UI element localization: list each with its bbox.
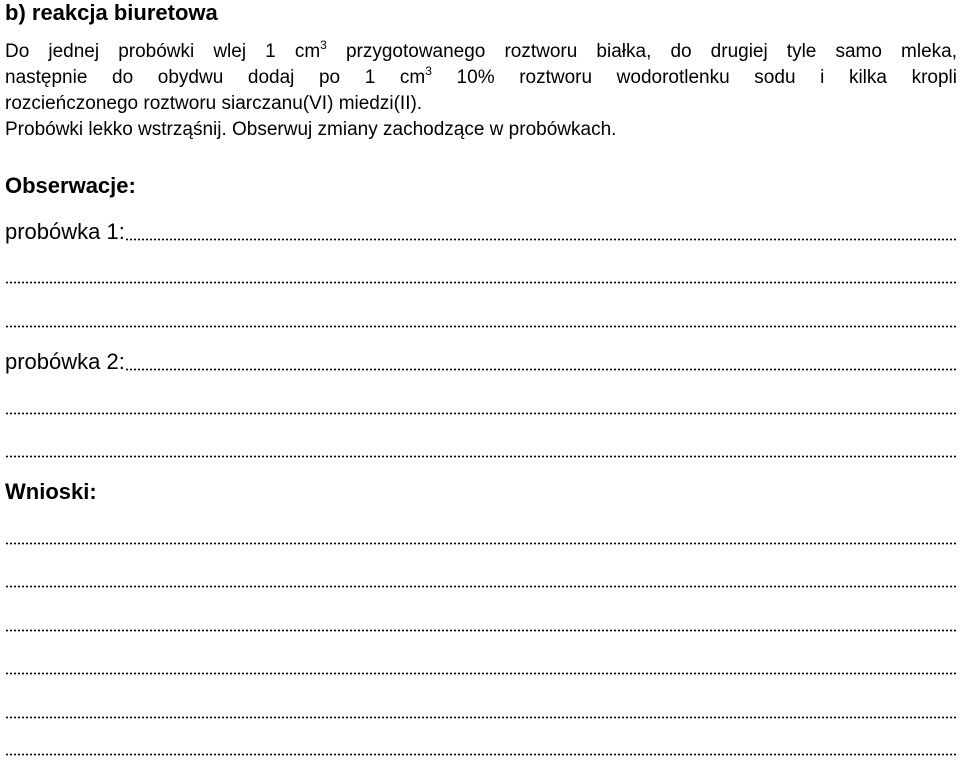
tube-2-label: probówka 2: [5, 349, 125, 374]
tube-1-label: probówka 1: [5, 219, 125, 244]
tube-2-answer-line[interactable] [5, 349, 957, 375]
tube-2-answer-line-2[interactable] [5, 393, 957, 419]
superscript-cubic: 3 [320, 39, 327, 52]
instructions-line-1-start: Do jednej probówki wlej 1 cm [5, 41, 321, 62]
dotted-fill [5, 281, 957, 284]
conclusions-answer-line-3[interactable] [5, 610, 957, 636]
conclusions-heading: Wnioski: [5, 479, 97, 504]
instructions-line-3: rozcieńczonego roztworu siarczanu(VI) miedzi(II). [5, 93, 423, 114]
conclusions-answer-line-5[interactable] [5, 697, 957, 723]
dotted-fill [5, 412, 957, 415]
dotted-fill [5, 753, 957, 756]
conclusions-answer-line-1[interactable] [5, 523, 957, 549]
observations-heading: Obserwacje: [5, 173, 136, 198]
section-title: b) reakcja biuretowa [5, 0, 218, 25]
conclusions-answer-line-2[interactable] [5, 566, 957, 592]
tube-2-answer-line-3[interactable] [5, 436, 957, 462]
instructions-line-1 [5, 39, 957, 65]
dotted-fill [5, 325, 957, 328]
dotted-fill [125, 238, 957, 241]
conclusions-answer-line-6[interactable] [5, 734, 957, 760]
dotted-fill [5, 455, 957, 458]
superscript-cubic: 3 [425, 65, 432, 78]
instructions-line-1-end: przygotowanego roztworu białka, do drugiej tyle samo mleka, [326, 41, 957, 62]
tube-1-answer-line-3[interactable] [5, 306, 957, 332]
dotted-fill [5, 629, 957, 632]
conclusions-answer-line-4[interactable] [5, 653, 957, 679]
instructions-line-2-start: następnie do obydwu dodaj po 1 cm [5, 67, 426, 88]
dotted-fill [5, 716, 957, 719]
instructions-line-2-end: 10% roztworu wodorotlenku sodu i kilka kropli [431, 67, 957, 88]
tube-1-answer-line-2[interactable] [5, 262, 957, 288]
dotted-fill [5, 585, 957, 588]
dotted-fill [125, 368, 957, 371]
dotted-fill [5, 542, 957, 545]
dotted-fill [5, 672, 957, 675]
instructions-line-2 [5, 65, 957, 91]
tube-1-answer-line[interactable] [5, 219, 957, 245]
instructions-paragraph [5, 39, 957, 143]
instructions-line-4: Probówki lekko wstrząśnij. Obserwuj zmiany zachodzące w probówkach. [5, 119, 617, 140]
